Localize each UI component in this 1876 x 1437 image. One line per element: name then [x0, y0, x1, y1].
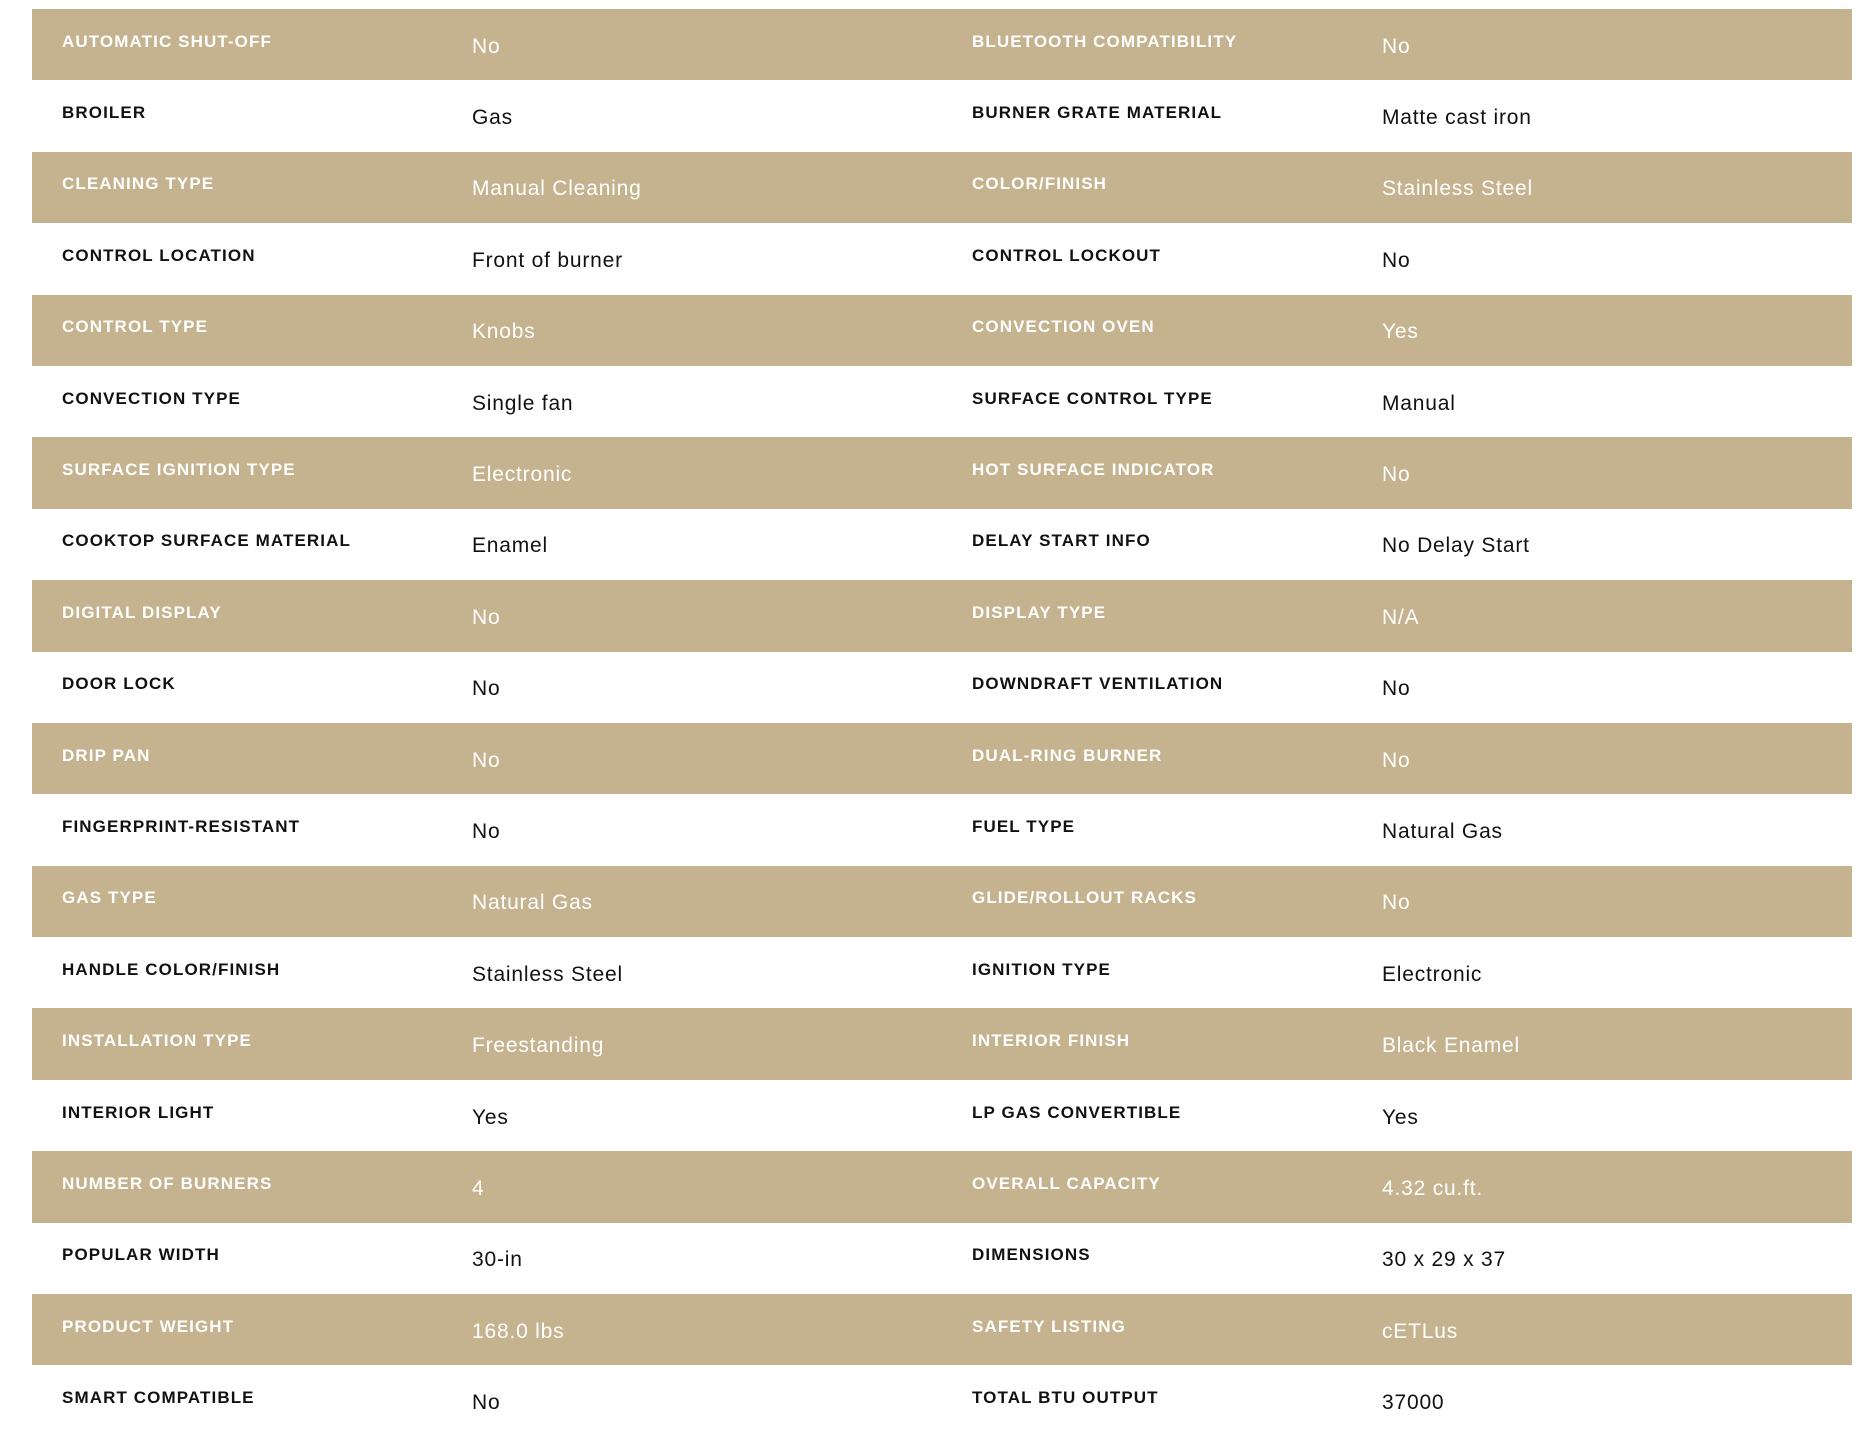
- spec-row: [32, 1080, 1852, 1151]
- spec-label: POPULAR WIDTH: [62, 1245, 220, 1265]
- spec-label: SAFETY LISTING: [972, 1316, 1126, 1336]
- spec-row: [32, 1223, 1852, 1294]
- spec-value: Electronic: [472, 463, 573, 487]
- spec-value: cETLus: [1382, 1319, 1458, 1343]
- spec-row: [32, 794, 1852, 865]
- spec-value: Electronic: [1382, 962, 1483, 986]
- spec-label: DRIP PAN: [62, 745, 151, 765]
- spec-row: [32, 366, 1852, 437]
- spec-row: [32, 1008, 1852, 1079]
- spec-value: No: [1382, 748, 1411, 772]
- spec-row: [32, 223, 1852, 294]
- spec-label: IGNITION TYPE: [972, 959, 1111, 979]
- spec-value: No: [1382, 34, 1411, 58]
- spec-label: COOKTOP SURFACE MATERIAL: [62, 531, 351, 551]
- spec-value: 37000: [1382, 1391, 1445, 1415]
- spec-row: [32, 866, 1852, 937]
- spec-value: Yes: [1382, 1105, 1419, 1129]
- spec-row: [32, 509, 1852, 580]
- spec-label: BURNER GRATE MATERIAL: [972, 103, 1223, 123]
- spec-label: INTERIOR LIGHT: [62, 1102, 215, 1122]
- spec-value: N/A: [1382, 605, 1420, 629]
- spec-value: 4.32 cu.ft.: [1382, 1176, 1484, 1200]
- spec-label: SURFACE CONTROL TYPE: [972, 388, 1213, 408]
- spec-value: No: [1382, 248, 1411, 272]
- spec-value: Knobs: [472, 320, 536, 344]
- spec-label: CONVECTION OVEN: [972, 317, 1155, 337]
- spec-value: No: [472, 34, 501, 58]
- spec-label: SURFACE IGNITION TYPE: [62, 460, 296, 480]
- spec-value: Black Enamel: [1382, 1034, 1520, 1058]
- spec-value: Matte cast iron: [1382, 106, 1532, 130]
- spec-row: [32, 652, 1852, 723]
- spec-table: [32, 9, 1852, 1437]
- spec-label: HOT SURFACE INDICATOR: [972, 460, 1215, 480]
- spec-label: COLOR/FINISH: [972, 174, 1108, 194]
- spec-row: [32, 1365, 1852, 1436]
- spec-value: No: [472, 1391, 501, 1415]
- spec-value: 4: [472, 1176, 485, 1200]
- spec-label: LP GAS CONVERTIBLE: [972, 1102, 1182, 1122]
- spec-label: HANDLE COLOR/FINISH: [62, 959, 281, 979]
- spec-row: [32, 152, 1852, 223]
- spec-value: Single fan: [472, 391, 574, 415]
- spec-value: Gas: [472, 106, 513, 130]
- spec-row: [32, 437, 1852, 508]
- spec-label: INSTALLATION TYPE: [62, 1031, 252, 1051]
- spec-row: [32, 1294, 1852, 1365]
- spec-value: Freestanding: [472, 1034, 605, 1058]
- spec-label: BLUETOOTH COMPATIBILITY: [972, 31, 1238, 51]
- spec-label: GLIDE/ROLLOUT RACKS: [972, 888, 1197, 908]
- spec-label: PRODUCT WEIGHT: [62, 1316, 235, 1336]
- spec-label: AUTOMATIC SHUT-OFF: [62, 31, 272, 51]
- spec-label: BROILER: [62, 103, 147, 123]
- spec-value: No: [1382, 677, 1411, 701]
- spec-label: DIMENSIONS: [972, 1245, 1091, 1265]
- spec-row: [32, 80, 1852, 151]
- spec-row: [32, 937, 1852, 1008]
- spec-row: [32, 295, 1852, 366]
- spec-label: CONVECTION TYPE: [62, 388, 241, 408]
- spec-value: 168.0 lbs: [472, 1319, 565, 1343]
- spec-value: No: [472, 748, 501, 772]
- spec-label: NUMBER OF BURNERS: [62, 1173, 273, 1193]
- spec-value: No: [1382, 463, 1411, 487]
- spec-label: DELAY START INFO: [972, 531, 1151, 551]
- spec-row: [32, 1151, 1852, 1222]
- spec-value: Natural Gas: [1382, 819, 1503, 843]
- spec-value: No: [472, 819, 501, 843]
- spec-value: Manual Cleaning: [472, 177, 642, 201]
- spec-label: SMART COMPATIBLE: [62, 1388, 255, 1408]
- spec-value: Manual: [1382, 391, 1456, 415]
- spec-value: 30-in: [472, 1248, 523, 1272]
- spec-label: FUEL TYPE: [972, 816, 1076, 836]
- spec-row: [32, 723, 1852, 794]
- spec-label: CLEANING TYPE: [62, 174, 215, 194]
- spec-label: OVERALL CAPACITY: [972, 1173, 1161, 1193]
- spec-value: Front of burner: [472, 248, 623, 272]
- spec-label: CONTROL LOCKOUT: [972, 245, 1162, 265]
- spec-value: No: [1382, 891, 1411, 915]
- spec-value: Yes: [1382, 320, 1419, 344]
- spec-row: [32, 9, 1852, 80]
- spec-label: TOTAL BTU OUTPUT: [972, 1388, 1159, 1408]
- spec-label: CONTROL LOCATION: [62, 245, 256, 265]
- spec-label: DUAL-RING BURNER: [972, 745, 1163, 765]
- spec-value: Yes: [472, 1105, 509, 1129]
- spec-label: DOWNDRAFT VENTILATION: [972, 674, 1224, 694]
- spec-label: FINGERPRINT-RESISTANT: [62, 816, 301, 836]
- spec-value: No Delay Start: [1382, 534, 1530, 558]
- spec-row: [32, 580, 1852, 651]
- spec-value: Enamel: [472, 534, 549, 558]
- spec-value: 30 x 29 x 37: [1382, 1248, 1507, 1272]
- spec-label: DISPLAY TYPE: [972, 602, 1107, 622]
- spec-label: CONTROL TYPE: [62, 317, 209, 337]
- spec-value: Stainless Steel: [472, 962, 623, 986]
- spec-label: INTERIOR FINISH: [972, 1031, 1131, 1051]
- spec-value: Natural Gas: [472, 891, 593, 915]
- spec-value: No: [472, 677, 501, 701]
- spec-label: GAS TYPE: [62, 888, 157, 908]
- spec-label: DIGITAL DISPLAY: [62, 602, 222, 622]
- spec-value: Stainless Steel: [1382, 177, 1533, 201]
- spec-label: DOOR LOCK: [62, 674, 176, 694]
- spec-value: No: [472, 605, 501, 629]
